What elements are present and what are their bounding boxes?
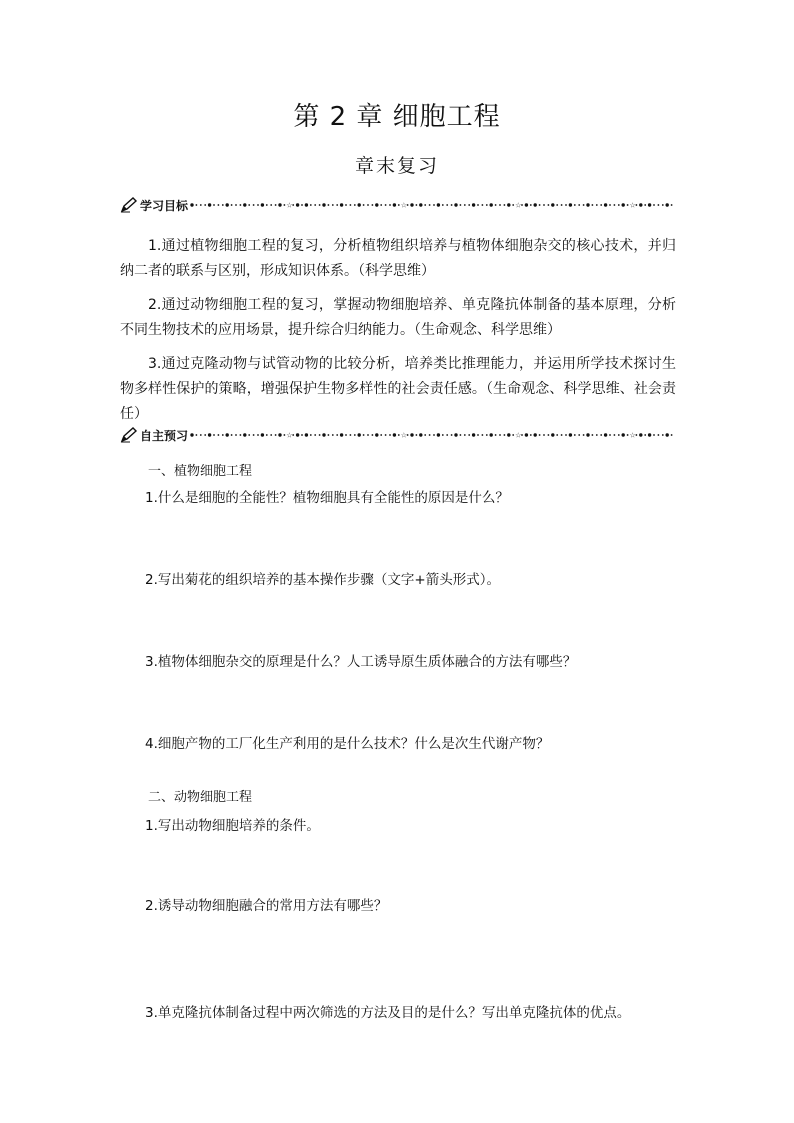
svg-text:☆: ☆ <box>286 202 293 208</box>
chapter-subtitle: 章末复习 <box>354 155 439 177</box>
preview-heading-label: 自主预习 <box>140 428 189 443</box>
objectives-heading <box>120 196 675 214</box>
question-item: 3.单克隆抗体制备过程中两次筛选的方法及目的是什么？写出单克隆抗体的优点。 <box>145 1005 631 1021</box>
objective-2: 2.通过动物细胞工程的复习，掌握动物细胞培养、单克隆抗体制备的基本原理，分析不同生物技术的应用场景，提升综合归纳能力。（生命观念、科学思维） <box>120 297 676 338</box>
question-item: 1.写出动物细胞培养的条件。 <box>145 818 320 834</box>
svg-text:☆: ☆ <box>629 432 636 438</box>
svg-text:☆: ☆ <box>515 202 522 208</box>
svg-text:☆: ☆ <box>400 432 407 438</box>
question-item: 3.植物体细胞杂交的原理是什么？人工诱导原生质体融合的方法有哪些？ <box>145 654 577 670</box>
pen-icon <box>120 427 138 443</box>
question-item: 4.细胞产物的工厂化生产利用的是什么技术？什么是次生代谢产物？ <box>145 736 550 752</box>
question-item: 1.什么是细胞的全能性？植物细胞具有全能性的原因是什么？ <box>145 490 509 506</box>
objective-1: 1.通过植物细胞工程的复习，分析植物组织培养与植物体细胞杂交的核心技术，并归纳二者的联系与区别，形成知识体系。（科学思维） <box>120 238 676 279</box>
question-item: 2.诱导动物细胞融合的常用方法有哪些？ <box>145 898 388 914</box>
chapter-title: 第 2 章 细胞工程 <box>293 102 501 132</box>
dotted-divider <box>190 202 675 208</box>
objectives-heading-label: 学习目标 <box>140 198 189 213</box>
question-item: 2.写出菊花的组织培养的基本操作步骤（文字+箭头形式）。 <box>145 572 500 588</box>
svg-text:☆: ☆ <box>286 432 293 438</box>
svg-text:☆: ☆ <box>515 432 522 438</box>
svg-text:☆: ☆ <box>629 202 636 208</box>
dotted-divider <box>190 432 675 438</box>
objective-3: 3.通过克隆动物与试管动物的比较分析，培养类比推理能力，并运用所学技术探讨生物多样性保护的策略，增强保护生物多样性的社会责任感。（生命观念、科学思维、社会责任） <box>120 356 676 422</box>
pen-icon <box>120 197 138 213</box>
part1-title: 一、植物细胞工程 <box>148 464 253 479</box>
part2-title: 二、动物细胞工程 <box>148 790 253 805</box>
preview-heading <box>120 426 675 444</box>
svg-text:☆: ☆ <box>400 202 407 208</box>
